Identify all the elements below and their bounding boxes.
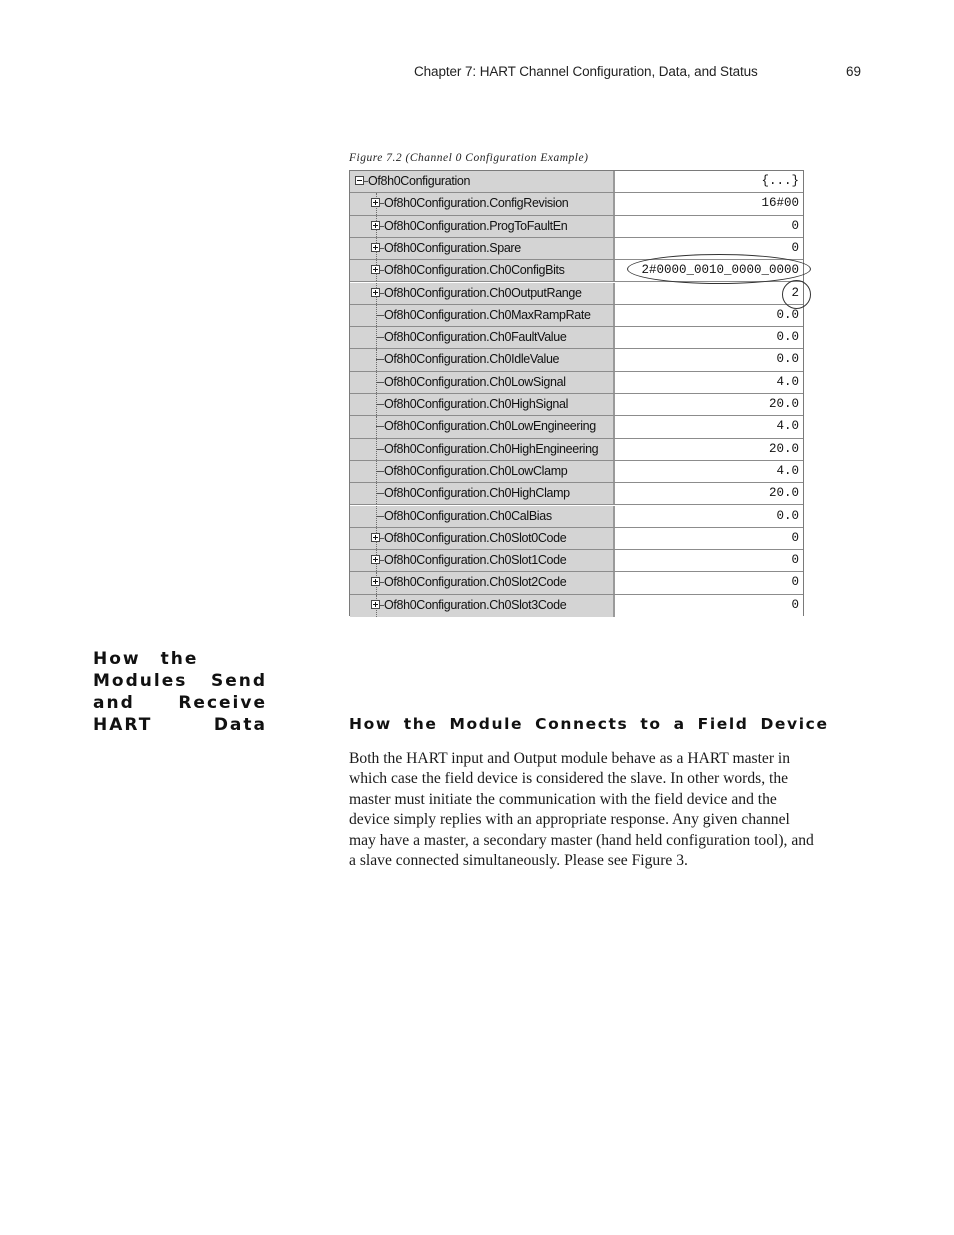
tag-name-cell [350,483,615,504]
tag-name-text: Of8h0Configuration.Ch0ConfigBits [384,263,565,278]
tag-name-text: Of8h0Configuration.Ch0IdleValue [384,352,560,367]
tag-value-cell[interactable]: 0 [615,572,803,593]
tag-value-cell[interactable]: 0 [615,528,803,549]
tree-stem-line [376,493,384,494]
body-text-line: master must initiate the communication with the field device and the [349,790,777,808]
grid-row[interactable] [350,461,803,483]
tag-value-cell[interactable]: 20.0 [615,483,803,504]
body-text-line: Both the HART input and Output module behave as a HART master in [349,750,791,767]
expand-icon[interactable] [371,243,380,252]
tag-name-cell [350,394,615,415]
side-heading-word: Data [213,715,267,735]
tag-name-cell [350,349,615,370]
grid-row[interactable] [350,394,803,416]
body-paragraph [349,749,867,871]
tree-stem-line [376,359,384,360]
expand-icon[interactable] [371,221,380,230]
tree-stem-line [376,516,384,517]
tag-name-cell [350,238,615,259]
side-heading-word: Receive [178,693,267,713]
side-heading-word: and [93,693,135,713]
expand-icon[interactable] [371,577,380,586]
body-text-line: may have a master, a secondary master (hand held configuration tool), and [349,831,814,849]
grid-row[interactable] [350,550,803,572]
tag-name-cell [350,193,615,214]
side-heading-word: How [93,649,141,669]
tree-stem-line [376,471,384,472]
tag-value-cell[interactable]: 0.0 [615,506,803,527]
tag-value-cell[interactable]: 4.0 [615,372,803,393]
side-heading-word: HART [93,715,153,735]
tag-name-cell [350,506,615,527]
output-range-highlight-circle [782,280,811,309]
tag-name-cell [350,171,615,192]
tag-name-cell [350,416,615,437]
tag-value-cell[interactable]: {...} [615,171,803,192]
tag-name-text: Of8h0Configuration.Ch0Slot1Code [384,553,567,568]
side-heading-word: Modules [93,671,188,691]
tag-value-cell[interactable]: 2#0000_0010_0000_0000 [615,260,803,281]
tag-name-cell [350,260,615,281]
tag-value-cell[interactable]: 4.0 [615,461,803,482]
grid-row[interactable] [350,171,803,193]
grid-row[interactable] [350,483,803,505]
tag-value-cell[interactable]: 0 [615,595,803,617]
tag-value-cell[interactable]: 0.0 [615,349,803,370]
tree-stem-line [376,382,384,383]
tree-stem-line [376,337,384,338]
tag-name-text: Of8h0Configuration.Spare [384,240,521,255]
tag-name-text: Of8h0Configuration [368,174,471,188]
tree-stem-line [376,426,384,427]
tag-value-cell[interactable]: 2 [615,283,803,304]
page-number: 69 [846,64,862,79]
tag-name-text: Of8h0Configuration.ConfigRevision [384,196,569,211]
tree-stem-line [376,449,384,450]
configuration-tag-grid [349,170,804,616]
tag-name-text: Of8h0Configuration.Ch0Slot0Code [384,530,567,545]
tag-name-text: Of8h0Configuration.Ch0HighClamp [384,486,570,501]
grid-row[interactable] [350,327,803,349]
tag-value-cell[interactable]: 0.0 [615,327,803,348]
tag-name-text: Of8h0Configuration.Ch0LowSignal [384,374,566,389]
tag-name-text: Of8h0Configuration.Ch0LowClamp [384,463,568,478]
tag-value-cell[interactable]: 20.0 [615,394,803,415]
grid-row[interactable] [350,372,803,394]
grid-row[interactable] [350,193,803,215]
expand-icon[interactable] [371,533,380,542]
side-heading-word: Send [210,671,267,691]
grid-row[interactable] [350,595,803,617]
tag-name-cell [350,550,615,571]
body-text-line: a slave connected simultaneously. Please see Figure 3. [349,852,688,870]
tag-name-cell [350,283,615,304]
tag-name-text: Of8h0Configuration.Ch0Slot3Code [384,597,567,612]
tag-value-cell[interactable]: 0 [615,550,803,571]
tag-name-text: Of8h0Configuration.ProgToFaultEn [384,218,568,233]
tag-name-cell [350,216,615,237]
tag-value-cell[interactable]: 0.0 [615,305,803,326]
tag-name-cell [350,461,615,482]
tag-name-text: Of8h0Configuration.Ch0Slot2Code [384,575,567,590]
body-text-line: device simply replies with an appropriate response. Any given channel [349,811,790,829]
tag-name-text: Of8h0Configuration.Ch0LowEngineering [384,419,596,434]
section-heading: How the Module Connects to a Field Device [349,715,829,733]
side-heading-line [93,714,267,736]
tag-value-cell[interactable]: 4.0 [615,416,803,437]
expand-icon[interactable] [371,288,380,297]
tag-name-cell [350,439,615,460]
tag-name-text: Of8h0Configuration.Ch0OutputRange [384,285,582,300]
tag-name-text: Of8h0Configuration.Ch0MaxRampRate [384,307,591,322]
grid-row[interactable] [350,439,803,461]
side-heading [93,648,273,736]
side-heading-line [93,670,267,692]
expand-icon[interactable] [371,198,380,207]
grid-row[interactable] [350,572,803,594]
expand-icon[interactable] [371,555,380,564]
grid-row[interactable] [350,305,803,327]
tag-name-text: Of8h0Configuration.Ch0HighEngineering [384,441,599,456]
tag-value-cell[interactable]: 20.0 [615,439,803,460]
grid-row[interactable] [350,283,803,305]
tag-name-cell [350,327,615,348]
running-header: Chapter 7: HART Channel Configuration, Data, and Status [414,64,758,79]
expand-icon[interactable] [371,265,380,274]
tag-value-cell[interactable]: 16#00 [615,193,803,214]
grid-row[interactable] [350,416,803,438]
side-heading-line [93,648,273,670]
tag-name-text: Of8h0Configuration.Ch0FaultValue [384,330,567,345]
body-text-line: which case the field device is considered the slave. In other words, the [349,770,789,788]
tag-name-cell [350,572,615,593]
tag-value-cell[interactable]: 0 [615,216,803,237]
figure-caption: Figure 7.2 (Channel 0 Configuration Example) [349,152,589,164]
tree-stem-line [376,315,384,316]
grid-row[interactable] [350,216,803,238]
side-heading-line [93,692,267,714]
tag-name-cell [350,528,615,549]
tag-name-text: Of8h0Configuration.Ch0HighSignal [384,397,569,411]
tag-name-cell [350,305,615,326]
grid-row[interactable] [350,349,803,371]
tree-stem-line [376,404,384,405]
expand-icon[interactable] [371,600,380,609]
grid-row[interactable] [350,528,803,550]
collapse-icon[interactable] [355,176,364,185]
tag-value-cell[interactable]: 0 [615,238,803,259]
side-heading-word: the [160,649,199,669]
grid-row[interactable] [350,506,803,528]
tag-name-text: Of8h0Configuration.Ch0CalBias [384,508,552,523]
tag-name-cell [350,372,615,393]
config-bits-highlight-ellipse [627,254,811,284]
tag-name-cell [350,595,615,617]
